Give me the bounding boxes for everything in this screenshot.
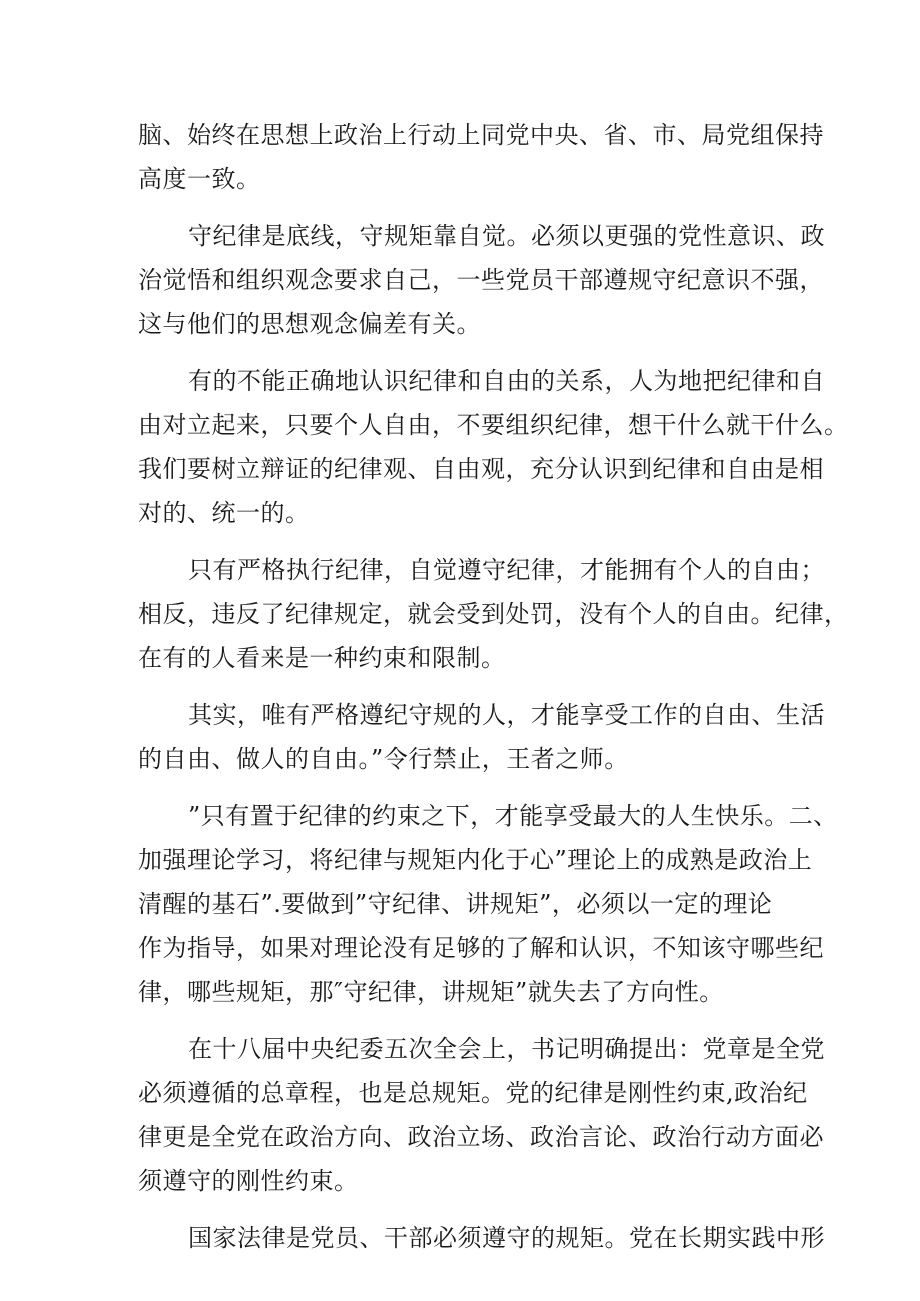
text-line: 的自由、做人的自由。”令行禁止，王者之师。	[138, 745, 629, 773]
text-line: ”只有置于纪律的约束之下，才能享受最大的人生快乐。二、	[188, 802, 838, 830]
text-line: 脑、始终在思想上政治上行动上同党中央、省、市、局党组保持	[138, 121, 824, 149]
text-line: 作为指导，如果对理论没有足够的了解和认识，不知该守哪些纪	[138, 934, 824, 962]
text-line: 清醒的基石”.要做到”守纪律、讲规矩”，必须以一定的理论	[138, 890, 773, 918]
text-line: 相反，违反了纪律规定，就会受到处罚，没有个人的自由。纪律，	[138, 600, 849, 628]
text-line: 对的、统一的。	[138, 499, 310, 527]
paragraph	[138, 113, 824, 201]
paragraph	[138, 548, 849, 680]
text-line: 在十八届中央纪委五次全会上，书记明确提出：党章是全党	[188, 1035, 825, 1063]
text-line: 由对立起来，只要个人自由，不要组织纪律，想干什么就干什么。	[138, 411, 849, 439]
text-line: 这与他们的思想观念偏差有关。	[138, 310, 481, 338]
document-body	[138, 113, 849, 1260]
paragraph	[138, 359, 849, 535]
text-line: 在有的人看来是一种约束和限制。	[138, 644, 506, 672]
text-line: 高度一致。	[138, 165, 261, 193]
text-line: 我们要树立辩证的纪律观、自由观，充分认识到纪律和自由是相	[138, 455, 824, 483]
text-line: 只有严格执行纪律，自觉遵守纪律，才能拥有个人的自由；	[188, 556, 825, 584]
text-line: 律，哪些规矩，那″守纪律，讲规矩”就失去了方向性。	[138, 978, 724, 1006]
paragraph	[138, 1027, 825, 1203]
text-line: 须遵守的刚性约束。	[138, 1167, 359, 1195]
text-line: 必须遵循的总章程，也是总规矩。党的纪律是刚性约束,政治纪	[138, 1079, 808, 1107]
text-line: 国家法律是党员、干部必须遵守的规矩。党在长期实践中形	[188, 1224, 825, 1252]
text-line: 守纪律是底线，守规矩靠自觉。必须以更强的党性意识、政	[188, 222, 825, 250]
text-line: 有的不能正确地认识纪律和自由的关系，人为地把纪律和自	[188, 367, 825, 395]
paragraph	[138, 214, 825, 346]
text-line: 律更是全党在政治方向、政治立场、政治言论、政治行动方面必	[138, 1123, 824, 1151]
text-line: 加强理论学习，将纪律与规矩内化于心”理论上的成熟是政治上	[138, 846, 813, 874]
text-line: 治觉悟和组织观念要求自己，一些党员干部遵规守纪意识不强，	[138, 266, 824, 294]
text-line: 其实，唯有严格遵纪守规的人，才能享受工作的自由、生活	[188, 701, 825, 729]
paragraph	[138, 1216, 825, 1260]
paragraph	[138, 794, 838, 1014]
paragraph	[138, 693, 825, 781]
